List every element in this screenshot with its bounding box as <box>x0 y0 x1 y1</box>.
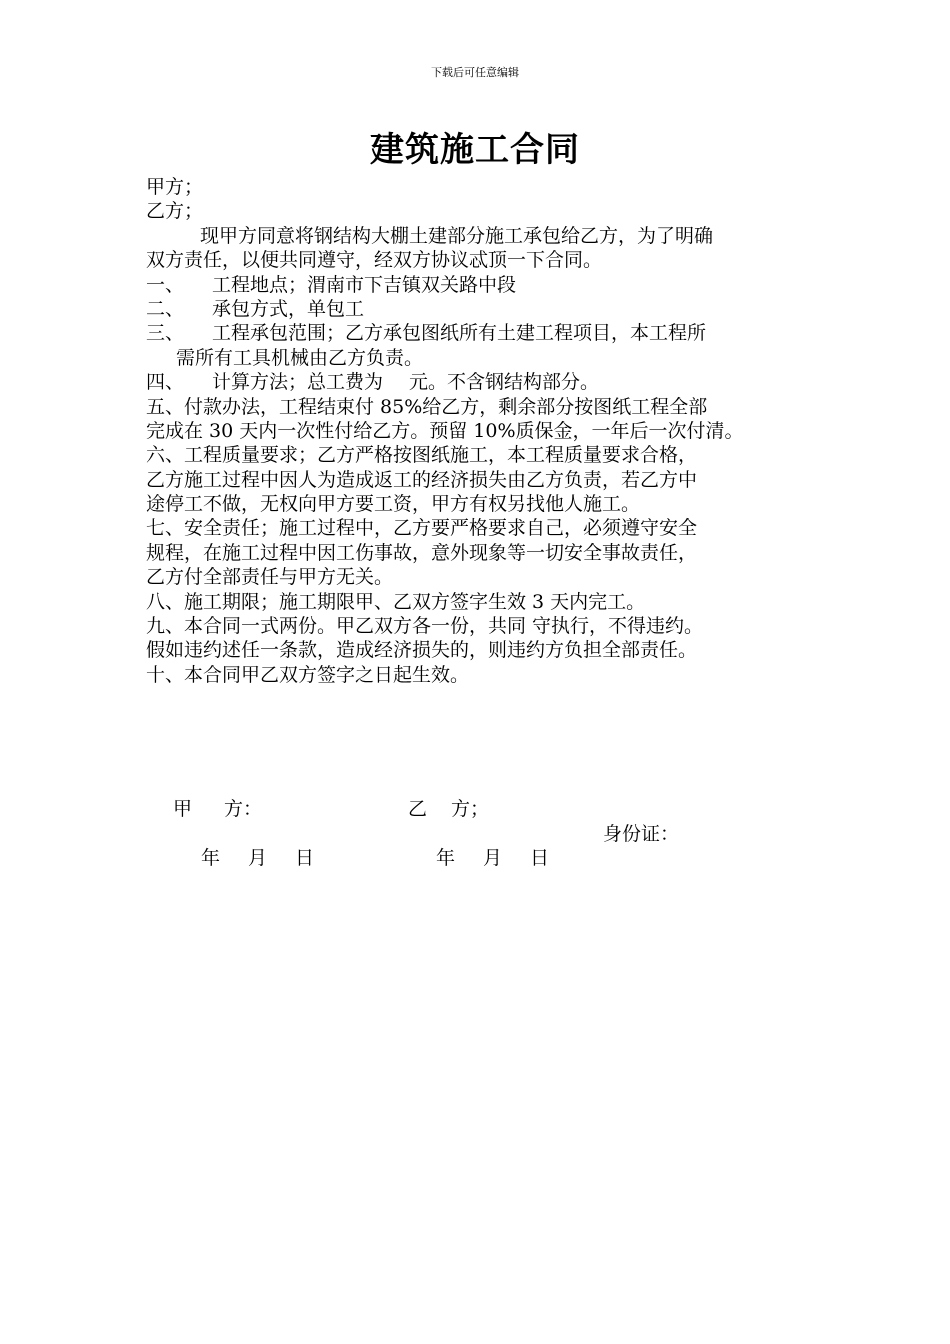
clause-text: 元。不含钢结构部分。 <box>409 371 600 394</box>
month-label: 月 <box>248 847 268 869</box>
clause-9-line-2: 假如违约述任一条款，造成经济损失的，则违约方负担全部责任。 <box>146 639 698 662</box>
party-a-signature <box>173 797 262 821</box>
party-b-label-char: 乙 <box>408 798 428 820</box>
clause-10-line-1: 十、本合同甲乙双方签字之日起生效。 <box>146 663 470 686</box>
clause-7-line-2: 规程，在施工过程中因工伤事故，意外现象等一切安全事故责任， <box>146 541 698 564</box>
clause-6-line-2: 乙方施工过程中因人为造成返工的经济损失由乙方负责，若乙方中 <box>146 468 698 491</box>
year-label: 年 <box>201 847 221 869</box>
party-b-line: 乙方； <box>146 200 204 223</box>
clause-text: 承包方式，单包工 <box>212 297 365 320</box>
party-a-label-char: 甲 <box>173 798 193 820</box>
intro-line-2: 双方责任，以便共同遵守，经双方协议忒顶一下合同。 <box>146 249 603 272</box>
clause-number: 二、 <box>146 297 185 320</box>
year-label: 年 <box>436 847 456 869</box>
party-b-signature <box>408 797 489 821</box>
header-note: 下载后可任意编辑 <box>431 66 519 79</box>
clause-6-line-1: 六、工程质量要求；乙方严格按图纸施工，本工程质量要求合格， <box>146 444 698 467</box>
clause-number: 三、 <box>146 322 185 345</box>
clause-number: 四、 <box>146 371 185 394</box>
clause-3 <box>146 321 826 345</box>
clause-4 <box>146 370 826 394</box>
day-label: 日 <box>530 847 550 869</box>
party-a-line: 甲方； <box>146 176 204 198</box>
clause-text: 工程承包范围；乙方承包图纸所有土建工程项目，本工程所 <box>212 322 707 345</box>
party-a-label-suffix: 方： <box>224 798 263 820</box>
party-a-date <box>201 846 314 870</box>
day-label: 日 <box>295 847 315 869</box>
clause-3-continued: 需所有工具机械由乙方负责。 <box>176 346 424 369</box>
clause-text: 计算方法；总工费为 <box>212 371 384 394</box>
clause-8-line-1: 八、施工期限；施工期限甲、乙双方签字生效 3 天内完工。 <box>146 590 646 613</box>
document-title: 建筑施工合同 <box>370 130 580 170</box>
clause-9-line-1: 九、本合同一式两份。甲乙双方各一份，共同 守执行，不得违约。 <box>146 615 704 638</box>
party-b-label-suffix: 方； <box>451 798 490 820</box>
id-card-label: 身份证： <box>603 823 680 845</box>
clause-2 <box>146 297 826 321</box>
month-label: 月 <box>483 847 503 869</box>
clause-6-line-3: 途停工不做，无权向甲方要工资，甲方有权另找他人施工。 <box>146 493 641 516</box>
intro-line-1: 现甲方同意将钢结构大棚土建部分施工承包给乙方，为了明确 <box>200 224 714 247</box>
clause-7-line-3: 乙方付全部责任与甲方无关。 <box>146 566 394 589</box>
clause-7-line-1: 七、安全责任；施工过程中，乙方要严格要求自己，必须遵守安全 <box>146 517 698 540</box>
clause-5-line-2: 完成在 30 天内一次性付给乙方。预留 10%质保金，一年后一次付清。 <box>146 419 744 442</box>
contract-body <box>146 175 826 687</box>
clause-1 <box>146 273 826 297</box>
party-b-date <box>436 846 549 870</box>
clause-text: 工程地点；渭南市下吉镇双关路中段 <box>212 273 517 296</box>
clause-number: 一、 <box>146 273 185 296</box>
clause-5-line-1: 五、付款办法，工程结束付 85%给乙方，剩余部分按图纸工程全部 <box>146 395 708 418</box>
